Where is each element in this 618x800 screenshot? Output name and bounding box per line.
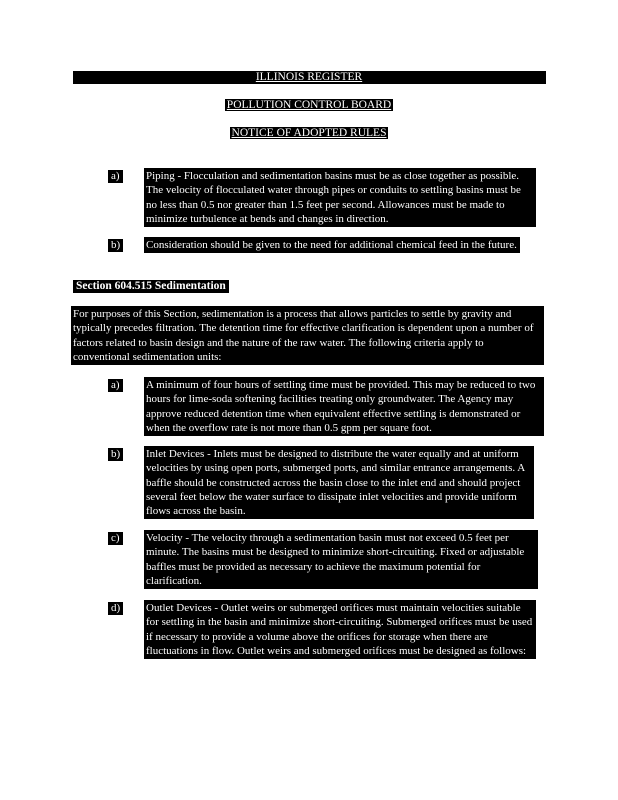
list-item: Inlet Devices - Inlets must be designed to distribute the water equally and at uniform velocities by using open ports, submerged ports, and similar entrance arrangements. A baffle should be constructed across the basin close to the inlet end and should project several feet below the water surface to dissipate inlet velocities and provide uniform flows across the basin.: [144, 446, 534, 519]
board-title: POLLUTION CONTROL BOARD: [226, 99, 392, 111]
item-marker: a): [108, 379, 123, 392]
section-intro: For purposes of this Section, sedimentation is a process that allows particles to settle by gravity and typically precedes filtration. The detention time for effective clarification is dependent upon a number of factors related to basin design and the nature of the raw water. The following criteria apply to conventional sedimentation units:: [71, 306, 544, 365]
item-marker: a): [108, 170, 123, 183]
list-item: A minimum of four hours of settling time must be provided. This may be reduced to two hours for lime-soda softening facilities treating only groundwater. The Agency may approve reduced detention time when equivalent effective settling is demonstrated or when the overflow rate is not more than 0.5 gpm per square foot.: [144, 377, 544, 436]
item-marker: c): [108, 532, 123, 545]
register-title: ILLINOIS REGISTER: [255, 71, 363, 83]
list-item: Piping - Flocculation and sedimentation basins must be as close together as possible. The velocity of flocculated water through pipes or conduits to settling basins must be no less than 0.5 nor greater than 1.5 feet per second. Allowances must be made to minimize turbulence at bends and changes in direction.: [144, 168, 536, 227]
list-item: Velocity - The velocity through a sedimentation basin must not exceed 0.5 feet per minute. The basins must be designed to minimize short-circuiting. Fixed or adjustable baffles must be provided as necessary to achieve the maximum potential for clarification.: [144, 530, 538, 589]
notice-title: NOTICE OF ADOPTED RULES: [231, 127, 387, 139]
list-item: Outlet Devices - Outlet weirs or submerged orifices must maintain velocities suitable for settling in the basin and minimize short-circuiting. Submerged orifices must be used if necessary to provide a volume above the orifices for storage when there are fluctuations in flow. Outlet weirs and submerged orifices must be designed as follows:: [144, 600, 536, 659]
section-heading: Section 604.515 Sedimentation: [73, 280, 229, 293]
item-marker: d): [108, 602, 123, 615]
item-marker: b): [108, 239, 123, 252]
item-marker: b): [108, 448, 123, 461]
list-item: Consideration should be given to the need for additional chemical feed in the future.: [144, 237, 520, 253]
